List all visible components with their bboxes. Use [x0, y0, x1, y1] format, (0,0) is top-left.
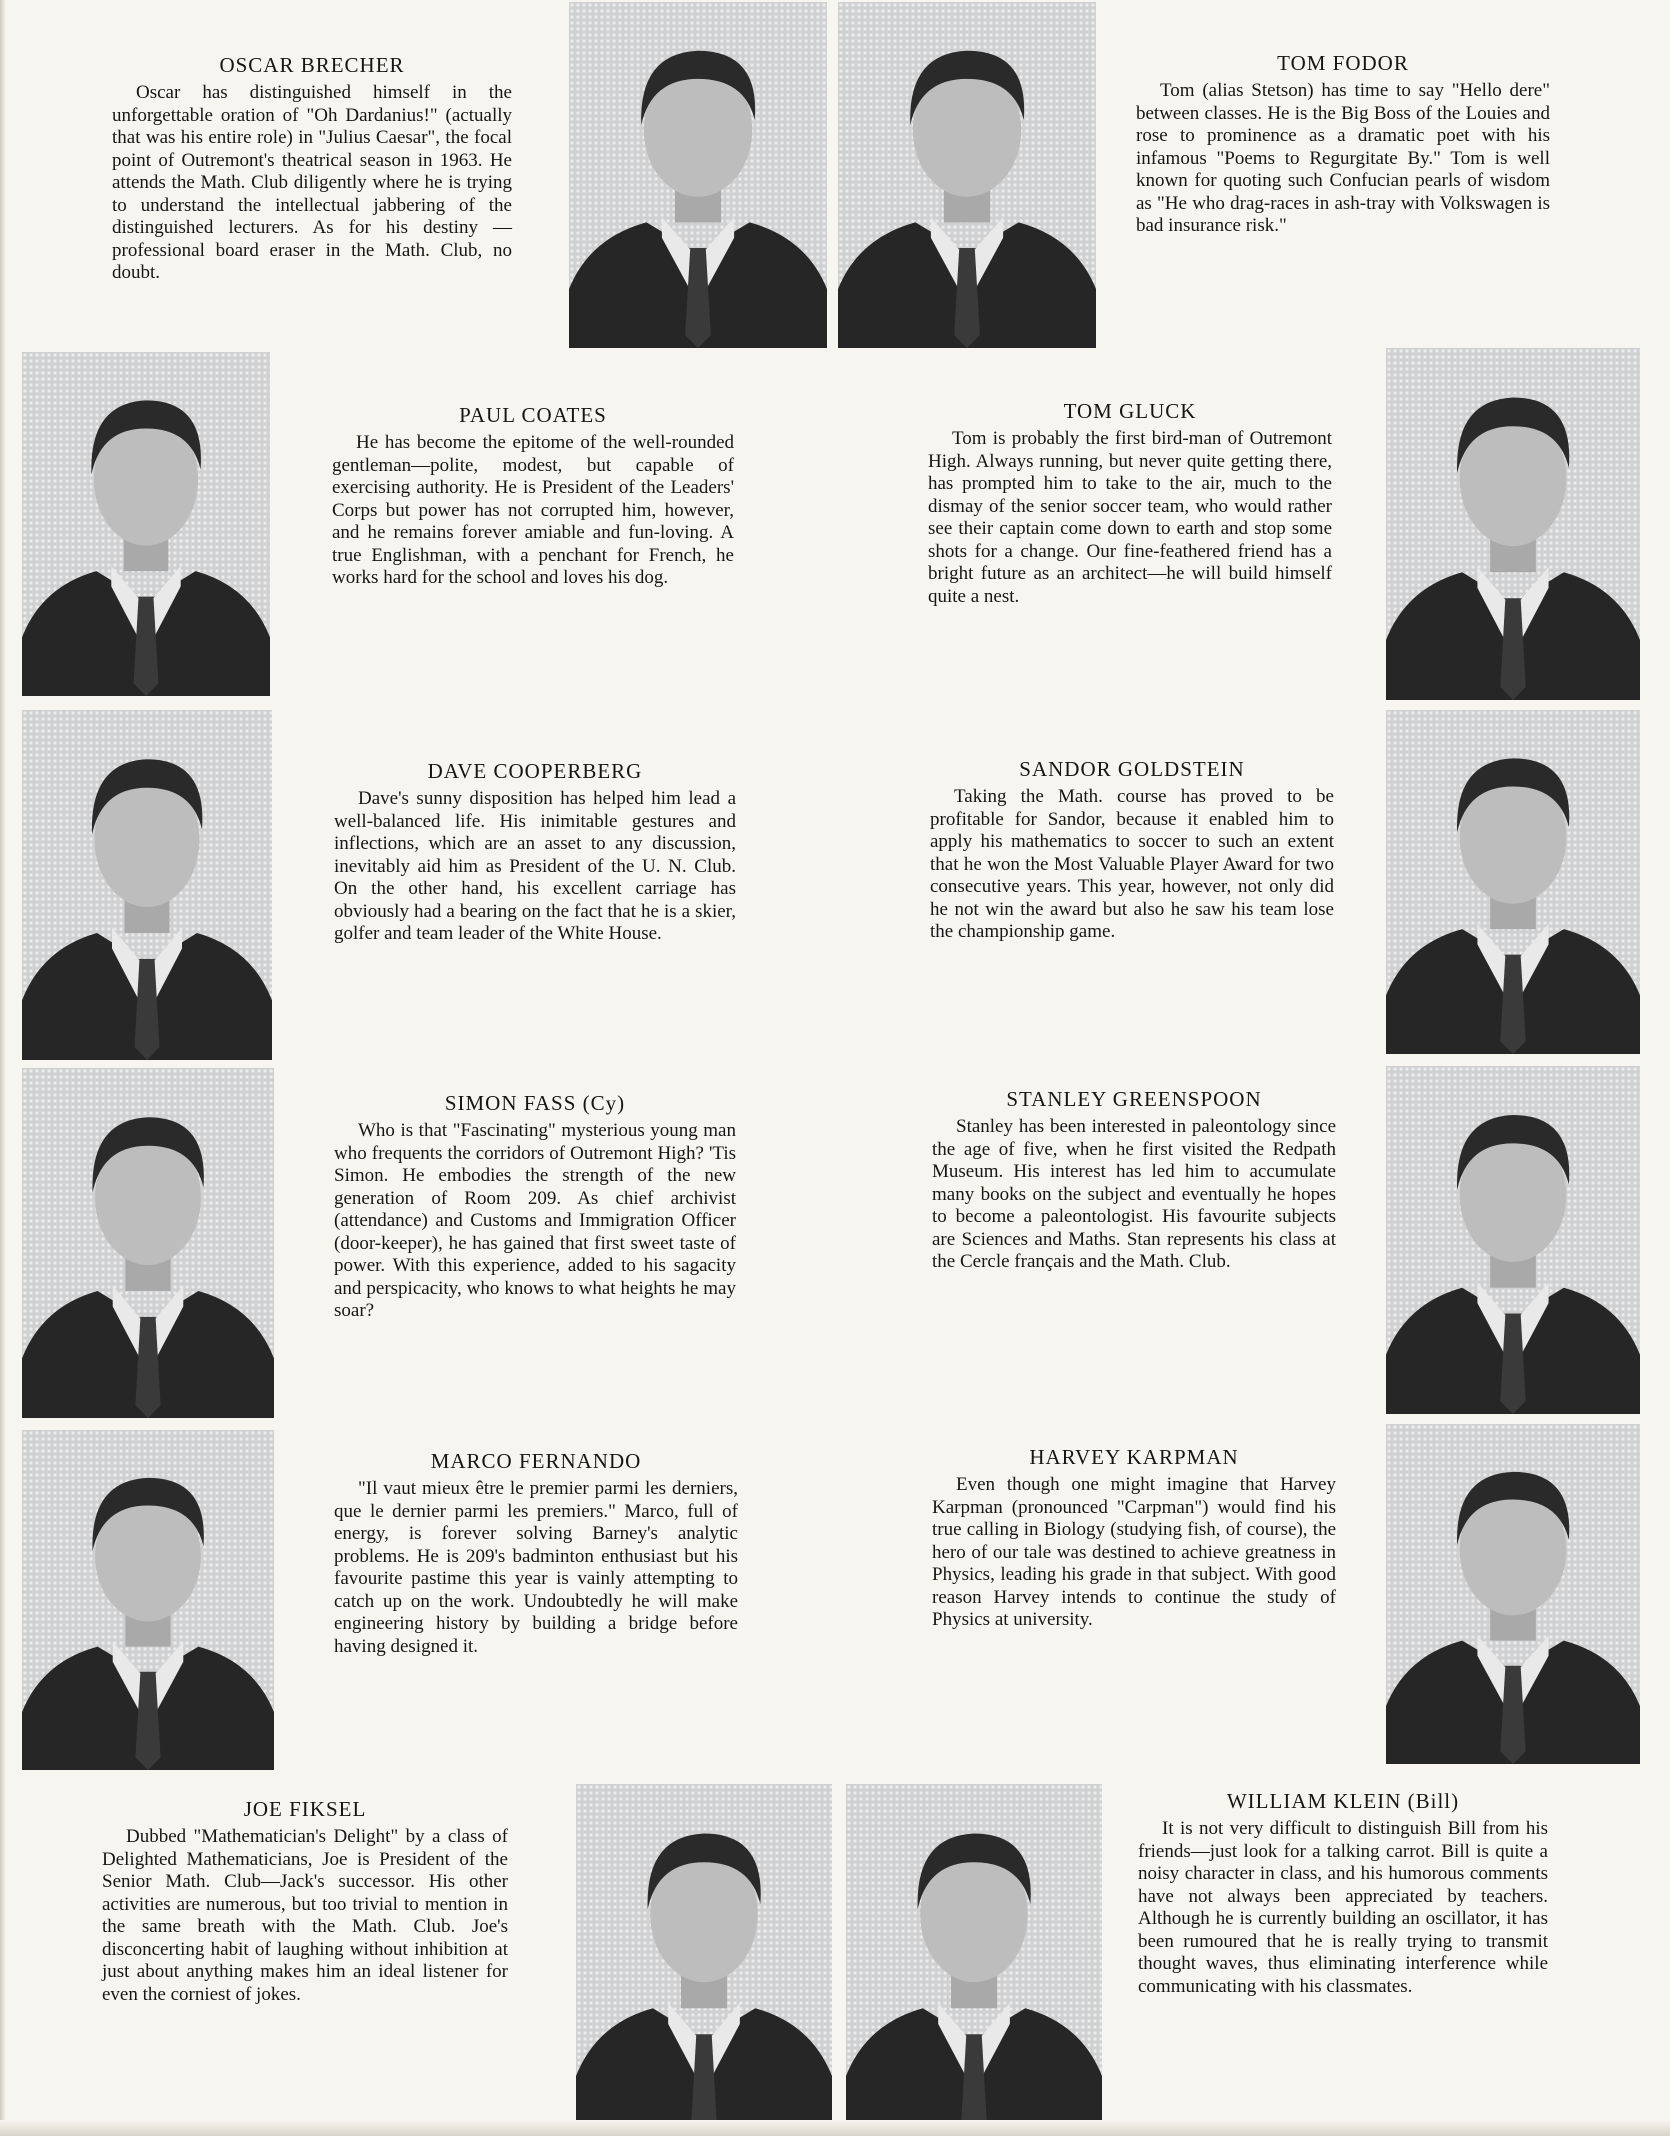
entry-sandor-goldstein — [930, 756, 1334, 944]
portrait-photo-paul-coates — [22, 352, 270, 696]
entry-stanley-greenspoon — [932, 1086, 1336, 1274]
page-edge-shadow — [0, 0, 6, 2136]
student-bio: Taking the Math. course has proved to be profitable for Sandor, because it enabled him to apply his mathematics to soccer to such an extent that he won the Most Valuable Player Award for two consecutive years. This year, however, not only did he not win the award but also he saw his team lose the championship game. — [930, 786, 1334, 942]
entry-paul-coates — [332, 402, 734, 590]
entry-dave-cooperberg — [334, 758, 736, 946]
entry-william-klein — [1138, 1788, 1548, 1998]
student-name: JOE FIKSEL — [243, 1797, 367, 1821]
portrait-photo-marco-fernando — [22, 1430, 274, 1770]
portrait-photo-joe-fiksel — [576, 1784, 832, 2136]
portrait-silhouette — [1386, 710, 1640, 1054]
student-name: STANLEY GREENSPOON — [1006, 1087, 1262, 1111]
student-name: TOM FODOR — [1277, 51, 1409, 75]
student-bio: "Il vaut mieux être le premier parmi les derniers, que le dernier parmi les premiers." Marco, full of energy, is forever solving Barney's analytic problems. He is 209's badminton enthusiast but his favourite pastime this year is vainly attempting to catch up on the work. Undoubtedly he will make engineering history by building a bridge before having designed it. — [334, 1478, 738, 1657]
page-edge-shadow-bottom — [0, 2120, 1670, 2136]
entry-harvey-karpman — [932, 1444, 1336, 1632]
portrait-photo-dave-cooperberg — [22, 710, 272, 1060]
student-name: TOM GLUCK — [1063, 399, 1197, 423]
student-name: SANDOR GOLDSTEIN — [1019, 757, 1245, 781]
student-name: MARCO FERNANDO — [430, 1449, 642, 1473]
portrait-silhouette — [1386, 348, 1640, 700]
entry-simon-fass — [334, 1090, 736, 1323]
student-name: OSCAR BRECHER — [219, 53, 405, 77]
entry-oscar-brecher — [112, 52, 512, 285]
student-name: PAUL COATES — [459, 403, 607, 427]
portrait-silhouette — [838, 2, 1096, 348]
portrait-photo-tom-fodor — [838, 2, 1096, 348]
portrait-silhouette — [846, 1784, 1102, 2136]
portrait-silhouette — [1386, 1066, 1640, 1414]
portrait-photo-stanley-greenspoon — [1386, 1066, 1640, 1414]
portrait-silhouette — [22, 1430, 274, 1770]
student-name: SIMON FASS (Cy) — [444, 1091, 626, 1115]
student-bio: Who is that "Fascinating" mysterious young man who frequents the corridors of Outremont High? 'Tis Simon. He embodies the strength of the new generation of Room 209. As chief archivist (attendance) and Customs and Immigration Officer (door-keeper), he has gained that first sweet taste of power. With this experience, added to his sagacity and perspicacity, who knows to what heights he may soar? — [334, 1120, 736, 1321]
portrait-silhouette — [576, 1784, 832, 2136]
student-name: DAVE COOPERBERG — [427, 759, 643, 783]
student-bio: Stanley has been interested in paleontology since the age of five, when he first visited the Redpath Museum. His interest has led him to accumulate many books on the subject and eventually he hopes to become a paleontologist. His favourite subjects are Sciences and Maths. Stan represents his class at the Cercle français and the Math. Club. — [932, 1116, 1336, 1272]
portrait-silhouette — [569, 2, 827, 348]
student-name: WILLIAM KLEIN (Bill) — [1226, 1789, 1460, 1813]
student-bio: Even though one might imagine that Harvey Karpman (pronounced "Carpman") would find his true calling in Biology (studying fish, of course), the hero of our tale was destined to achieve greatness in Physics, leading his grade in that subject. With good reason Harvey intends to continue the study of Physics at university. — [932, 1474, 1336, 1630]
portrait-silhouette — [22, 710, 272, 1060]
entry-marco-fernando — [334, 1448, 738, 1658]
portrait-photo-william-klein — [846, 1784, 1102, 2136]
portrait-photo-tom-gluck — [1386, 348, 1640, 700]
student-bio: Oscar has distinguished himself in the unforgettable oration of "Oh Dardanius!" (actually that was his entire role) in "Julius Caesar", the focal point of Outremont's theatrical season in 1963. He attends the Math. Club diligently where he is trying to understand the intellectual jabbering of the distinguished lecturers. As for his destiny —professional board eraser in the Math. Club, no doubt. — [112, 82, 512, 283]
portrait-photo-sandor-goldstein — [1386, 710, 1640, 1054]
portrait-silhouette — [22, 352, 270, 696]
portrait-photo-simon-fass — [22, 1068, 274, 1418]
portrait-photo-oscar-brecher — [569, 2, 827, 348]
student-bio: Dubbed "Mathematician's Delight" by a class of Delighted Mathematicians, Joe is President of the Senior Math. Club—Jack's successor. His other activities are numerous, but too trivial to mention in the same breath with the Math. Club. Joe's disconcerting habit of laughing without inhibition at just about anything makes him an ideal listener for even the corniest of jokes. — [102, 1826, 508, 2005]
entry-tom-fodor — [1136, 50, 1550, 238]
portrait-silhouette — [22, 1068, 274, 1418]
student-name: HARVEY KARPMAN — [1029, 1445, 1239, 1469]
student-bio: Dave's sunny disposition has helped him lead a well-balanced life. His inimitable gestures and inflections, which are an asset to any discussion, inevitably aid him as President of the U. N. Club. On the other hand, his excellent carriage has obviously had a bearing on the fact that he is a skier, golfer and team leader of the White House. — [334, 788, 736, 944]
student-bio: He has become the epitome of the well-rounded gentleman—polite, modest, but capable of exercising authority. He is President of the Leaders' Corps but power has not corrupted him, however, and he remains forever amiable and fun-loving. A true Englishman, with a penchant for French, he works hard for the school and loves his dog. — [332, 432, 734, 588]
entry-tom-gluck — [928, 398, 1332, 608]
portrait-photo-harvey-karpman — [1386, 1424, 1640, 1764]
student-bio: It is not very difficult to distinguish Bill from his friends—just look for a talking carrot. Bill is quite a noisy character in class, and his humorous comments have not always been appreciated by teachers. Although he is currently building an oscillator, it has been rumoured that he is really trying to transmit thought waves, thus eliminating interference while communicating with his classmates. — [1138, 1818, 1548, 1997]
student-bio: Tom is probably the first bird-man of Outremont High. Always running, but never quite getting there, has prompted him to take to the air, much to the dismay of the senior soccer team, who would rather see their captain come down to earth and stop some shots for a change. Our fine-feathered friend has a bright future as an architect—he will build himself quite a nest. — [928, 428, 1332, 607]
entry-joe-fiksel — [102, 1796, 508, 2006]
student-bio: Tom (alias Stetson) has time to say "Hello dere" between classes. He is the Big Boss of the Louies and rose to prominence as a dramatic poet with his infamous "Poems to Regurgitate By." Tom is well known for quoting such Confucian pearls of wisdom as "He who drag-races in ash-tray with Volkswagen is bad insurance risk." — [1136, 80, 1550, 236]
portrait-silhouette — [1386, 1424, 1640, 1764]
